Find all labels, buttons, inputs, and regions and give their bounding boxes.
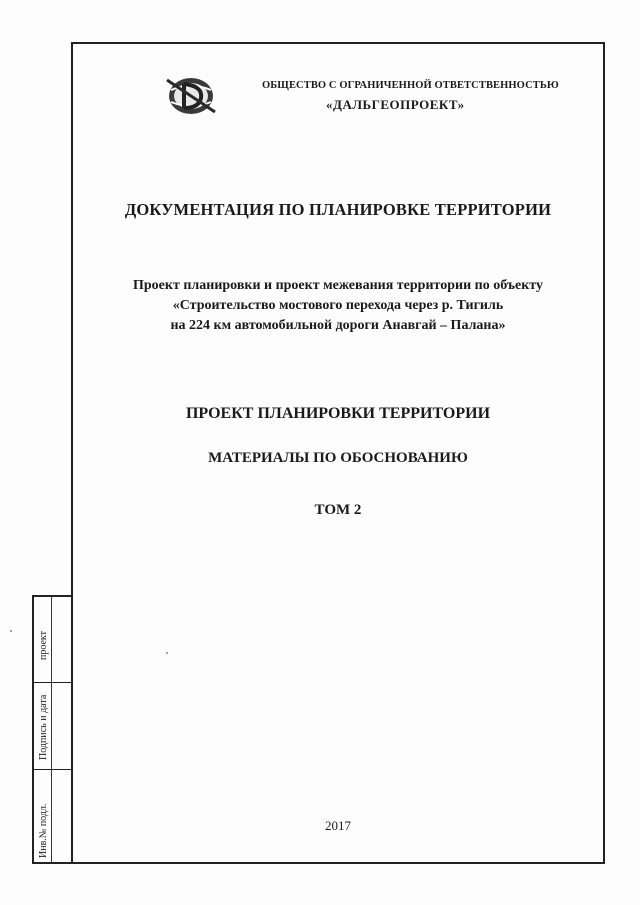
document-year: 2017 xyxy=(325,818,351,833)
organization-type: ОБЩЕСТВО С ОГРАНИЧЕННОЙ ОТВЕТСТВЕННОСТЬЮ xyxy=(262,80,559,91)
scan-speck xyxy=(10,630,12,632)
side-stamp-divider xyxy=(51,597,52,862)
scan-speck xyxy=(166,652,168,654)
side-stamp-row-divider xyxy=(34,682,71,683)
side-stamp-label-signature: Подпись и дата xyxy=(38,694,49,760)
side-stamp-row-divider xyxy=(34,769,71,770)
section-title: ПРОЕКТ ПЛАНИРОВКИ ТЕРРИТОРИИ xyxy=(185,405,491,422)
document-title: ДОКУМЕНТАЦИЯ ПО ПЛАНИРОВКЕ ТЕРРИТОРИИ xyxy=(124,200,552,219)
dalgeoproekt-logo-icon xyxy=(165,72,217,118)
side-stamp-label-inventory: Инв.№ подл. xyxy=(38,803,49,858)
project-line-2: «Строительство мостового перехода через р. Тигиль xyxy=(172,298,504,313)
project-line-3: на 224 км автомобильной дороги Анавгай – Палана» xyxy=(170,318,506,333)
subsection-title: МАТЕРИАЛЫ ПО ОБОСНОВАНИЮ xyxy=(208,450,468,466)
project-line-1: Проект планировки и проект межевания территории по объекту xyxy=(133,278,543,293)
organization-name: «ДАЛЬГЕОПРОЕКТ» xyxy=(326,97,465,112)
project-description xyxy=(71,276,605,336)
volume-number: ТОМ 2 xyxy=(314,502,362,518)
side-stamp-label-project: проект xyxy=(38,630,49,660)
